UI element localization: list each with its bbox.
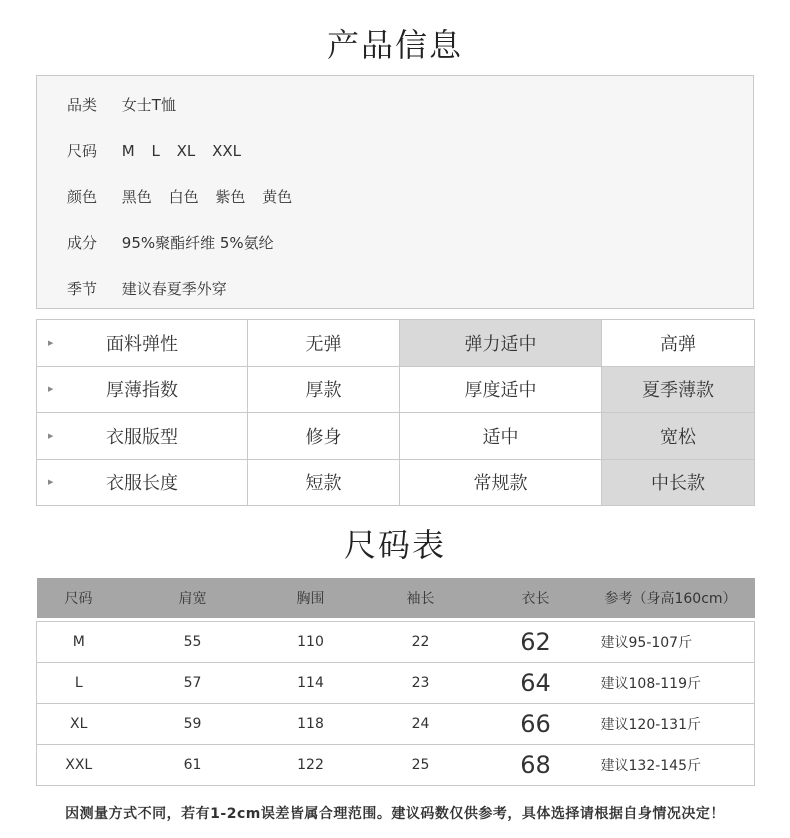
attribute-name: 衣服长度	[106, 473, 178, 495]
attribute-row	[37, 366, 755, 413]
size-cell-ref: 建议108-119斤	[587, 662, 755, 703]
attribute-option: 短款	[248, 459, 400, 506]
info-values-color	[122, 186, 304, 207]
attribute-option: 宽松	[602, 413, 755, 460]
size-cell-shoulder: 57	[121, 662, 265, 703]
attribute-name-cell	[37, 366, 248, 413]
size-cell-sleeve: 24	[357, 703, 485, 744]
triangle-bullet-icon: ▶	[48, 431, 54, 440]
color-option: 黄色	[262, 188, 293, 206]
size-chart-title: 尺码表	[343, 526, 446, 564]
info-row-category	[67, 94, 176, 115]
table-row	[37, 703, 755, 744]
size-cell-size: L	[37, 662, 121, 703]
attribute-row	[37, 320, 755, 367]
size-cell-chest: 118	[265, 703, 357, 744]
info-label-material: 成分	[67, 234, 98, 252]
size-cell-shoulder: 61	[121, 744, 265, 785]
attribute-name: 厚薄指数	[106, 380, 178, 402]
size-cell-shoulder: 55	[183, 633, 202, 650]
size-cell-sleeve: 25	[357, 744, 485, 785]
color-option: 黑色	[121, 188, 152, 206]
size-cell-length: 66	[485, 703, 587, 744]
size-cell-length: 62	[520, 627, 551, 656]
attribute-option: 中长款	[602, 459, 755, 506]
info-row-size	[67, 140, 253, 161]
info-row-season	[67, 278, 227, 299]
attribute-option: 厚款	[248, 366, 400, 413]
size-cell-shoulder: 59	[121, 703, 265, 744]
attribute-name-cell	[37, 320, 248, 367]
attribute-name: 衣服版型	[106, 426, 178, 448]
product-info-box	[36, 75, 754, 309]
info-value-category: 女士T恤	[121, 96, 176, 114]
attribute-grid	[36, 319, 755, 506]
header-sleeve: 袖长	[357, 578, 485, 618]
color-option: 白色	[168, 188, 199, 206]
size-cell-sleeve: 23	[357, 662, 485, 703]
info-row-material	[67, 232, 274, 253]
header-shoulder: 肩宽	[121, 578, 265, 618]
attribute-option: 夏季薄款	[602, 366, 755, 413]
size-cell-ref: 建议132-145斤	[587, 744, 755, 785]
triangle-bullet-icon: ▶	[48, 478, 54, 487]
header-length: 衣长	[485, 578, 587, 618]
attribute-option: 常规款	[400, 459, 602, 506]
size-option: XXL	[212, 142, 241, 160]
info-label-season: 季节	[67, 280, 98, 298]
header-reference: 参考（身高160cm）	[587, 578, 755, 618]
size-option: M	[121, 142, 135, 160]
size-cell-size: XXL	[37, 744, 121, 785]
attribute-row	[37, 413, 755, 460]
attribute-option: 适中	[400, 413, 602, 460]
size-option: XL	[176, 142, 196, 160]
size-chart-table	[36, 578, 755, 786]
size-option: L	[151, 142, 160, 160]
size-cell-size: M	[72, 633, 85, 650]
attribute-option: 弹力适中	[400, 320, 602, 367]
product-info-title: 产品信息	[326, 26, 463, 64]
attribute-option: 厚度适中	[400, 366, 602, 413]
info-label-size: 尺码	[67, 142, 98, 160]
attribute-option: 高弹	[602, 320, 755, 367]
attribute-option: 无弹	[248, 320, 400, 367]
info-label-color: 颜色	[67, 188, 98, 206]
triangle-bullet-icon: ▶	[48, 385, 54, 394]
size-cell-ref: 建议120-131斤	[587, 703, 755, 744]
attribute-row	[37, 459, 755, 506]
info-value-season: 建议春夏季外穿	[121, 280, 227, 298]
info-row-color	[67, 186, 304, 207]
attribute-name-cell	[37, 413, 248, 460]
size-cell-length: 68	[485, 744, 587, 785]
size-cell-chest: 122	[265, 744, 357, 785]
size-cell-size: XL	[37, 703, 121, 744]
attribute-name-cell	[37, 459, 248, 506]
size-cell-length: 64	[485, 662, 587, 703]
size-cell-ref: 建议95-107斤	[600, 634, 693, 651]
info-value-material: 95%聚酯纤维 5%氨纶	[121, 234, 274, 252]
header-size: 尺码	[37, 578, 121, 618]
info-label-category: 品类	[67, 96, 98, 114]
triangle-bullet-icon: ▶	[48, 338, 54, 347]
color-option: 紫色	[215, 188, 246, 206]
size-cell-chest: 114	[265, 662, 357, 703]
attribute-name: 面料弹性	[106, 333, 178, 355]
size-cell-chest: 110	[297, 633, 324, 650]
size-cell-sleeve: 22	[411, 633, 430, 650]
table-row	[37, 744, 755, 785]
table-row	[37, 621, 755, 662]
attribute-option: 修身	[248, 413, 400, 460]
info-values-size	[122, 142, 253, 160]
measurement-footnote: 因测量方式不同，若有1-2cm误差皆属合理范围。建议码数仅供参考，具体选择请根据自身情况决定！	[65, 806, 725, 822]
table-row	[37, 662, 755, 703]
header-chest: 胸围	[265, 578, 357, 618]
size-chart-header-row	[37, 578, 755, 618]
